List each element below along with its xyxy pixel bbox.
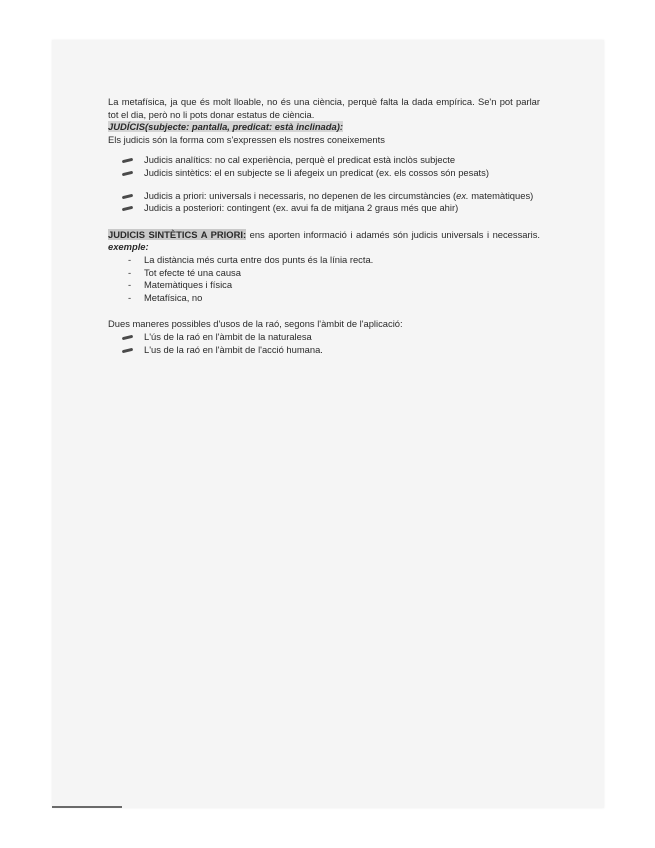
list-item-ex: ex. (456, 189, 469, 201)
list-item: - Metafísica, no (128, 291, 203, 303)
list-item (108, 202, 540, 215)
bullet-dash-icon (122, 335, 133, 341)
list-item-text: Judicis a posteriori: contingent (ex. avui fa de mitjana 2 graus més que ahir) (144, 202, 459, 214)
list-item-text: Judicis analítics: no cal experiència, perquè el predicat està inclòs subjecte (144, 154, 456, 166)
list-item-text: L'us de la raó en l'àmbit de l'acció humana. (144, 343, 323, 355)
list-item (108, 331, 540, 344)
list-item-text: Tot efecte té una causa (144, 266, 241, 278)
list-item-text: Judicis sintètics: el en subjecte se li afegeix un predicat (ex. els cossos són pesats) (144, 166, 489, 178)
sintetics-heading: JUDICIS SINTÈTICS A PRIORI: (108, 228, 247, 240)
list-item: - Tot efecte té una causa (128, 266, 241, 278)
list-item (108, 167, 540, 180)
list-item-text: Judicis a priori: universals i necessaris, no depenen de les circumstàncies ( (144, 189, 457, 201)
bullet-dash-icon (122, 193, 133, 199)
list-item-tail: matemàtiques) (468, 189, 534, 201)
list-item-text: L'ús de la raó en l'àmbit de la naturalesa (144, 330, 312, 342)
bullet-dash-icon (122, 206, 133, 212)
list-item (108, 344, 540, 357)
sheet-edge-mark (52, 806, 122, 808)
judicis-heading-text: JUDÍCIS(subjecte: pantalla, predicat: està inclinada): (108, 121, 343, 133)
list-item-text: La distància més curta entre dos punts és la línia recta. (144, 253, 374, 265)
bullet-dash-icon (122, 347, 133, 353)
judicis-types-list-b (108, 190, 540, 215)
list-item-text: Matemàtiques i física (144, 279, 233, 291)
list-item (108, 190, 540, 203)
sintetics-paragraph (108, 229, 540, 254)
list-item-text: Metafísica, no (144, 291, 203, 303)
document-body (108, 96, 540, 356)
sintetics-text: ens aporten informació i adamés són judicis universals i necessaris. (246, 228, 540, 240)
judicis-heading (108, 121, 540, 134)
judicis-definition: Els judicis són la forma com s'expressen els nostres coneixements (108, 133, 385, 145)
judicis-types-list-a (108, 154, 540, 179)
intro-paragraph: La metafísica, ja que és molt lloable, no és una ciència, perquè falta la dada empírica. Se'n pot parlar tot el dia, però no li pots donar estatus de ciència. (108, 96, 540, 120)
dues-maneres-paragraph: Dues maneres possibles d'usos de la raó, segons l'àmbit de l'aplicació: (108, 318, 403, 330)
list-item (108, 154, 540, 167)
exemple-label: exemple: (108, 241, 149, 253)
bullet-dash-icon (122, 171, 133, 177)
list-item: - Matemàtiques i física (128, 279, 233, 291)
examples-list (108, 254, 540, 304)
list-item: - La distància més curta entre dos punts és la línia recta. (128, 253, 374, 265)
bullet-dash-icon (122, 158, 133, 164)
usos-list (108, 331, 540, 356)
